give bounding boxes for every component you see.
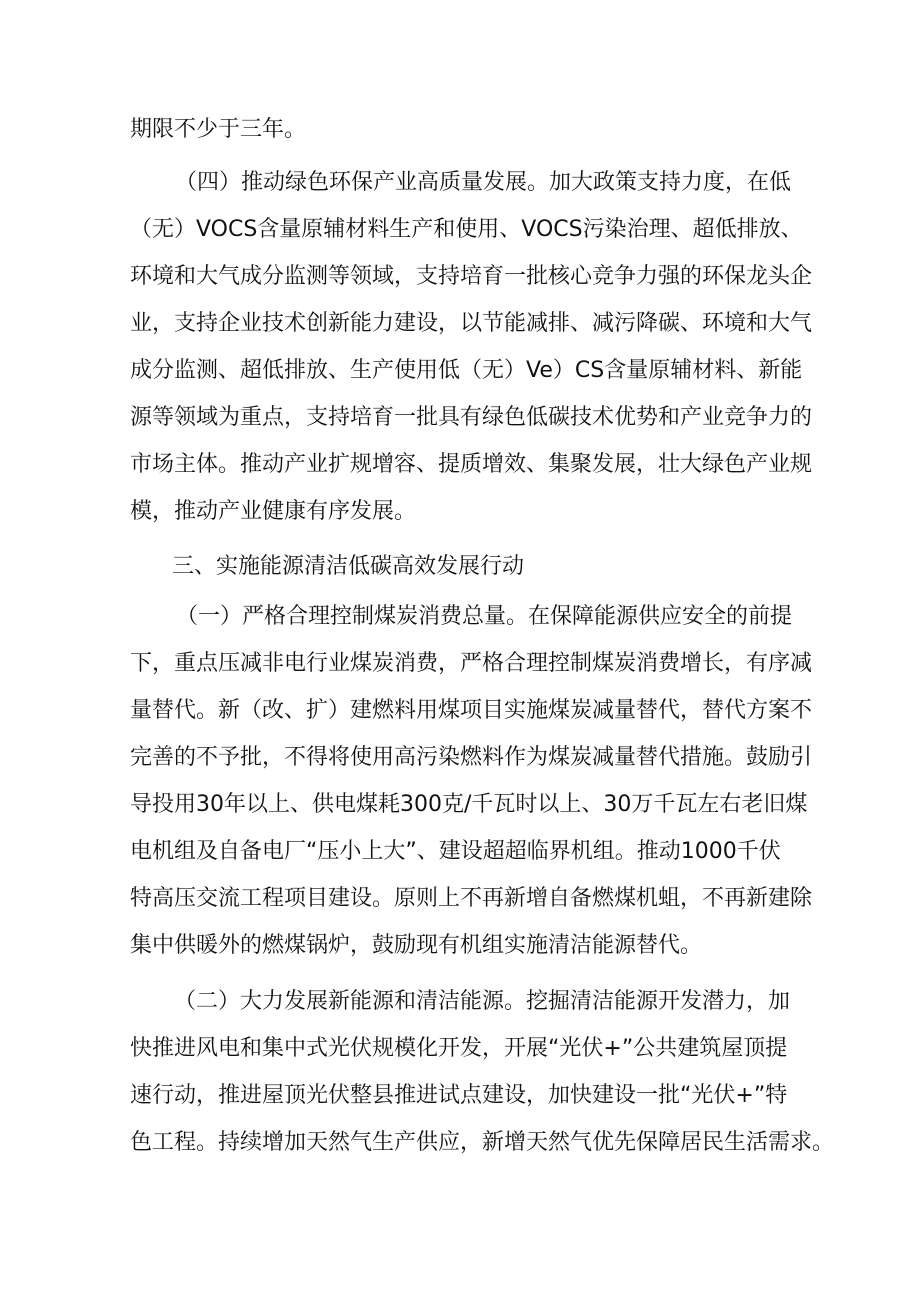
text-line: 源等领域为重点，支持培育一批具有绿色低碳技术优势和产业竞争力的 — [130, 405, 813, 430]
text-line: 成分监测、超低排放、生产使用低（无）Ve）CS含量原辅材料、新能 — [130, 358, 803, 383]
text-line: 电机组及自备电厂“压小上大”、建设超超临界机组。推动1000千伏 — [130, 839, 781, 864]
text-line: 量替代。新（改、扩）建燃料用煤项目实施煤炭减量替代，替代方案不 — [130, 698, 813, 723]
paragraph-heading-line: （二）大力发展新能源和清洁能源。挖掘清洁能源开发潜力，加 — [174, 989, 791, 1014]
text-line: 环境和大气成分监测等领域，支持培育一批核心竞争力强的环保龙头企 — [130, 264, 813, 289]
paragraph-heading-line: （四）推动绿色环保产业高质量发展。加大政策支持力度，在低 — [175, 170, 792, 195]
section-heading: 三、实施能源清洁低碳高效发展行动 — [172, 554, 525, 579]
text-line: 快推进风电和集中式光伏规模化开发，开展“光伏+”公共建筑屋顶提 — [130, 1036, 788, 1061]
text-line: 业，支持企业技术创新能力建设，以节能减排、减污降碳、环境和大气 — [130, 311, 813, 336]
text-line: （无）VOCS含量原辅材料生产和使用、VOCS污染治理、超低排放、 — [130, 217, 803, 242]
text-line: 市场主体。推动产业扩规增容、提质增效、集聚发展，壮大绿色产业规 — [130, 452, 813, 477]
paragraph-heading-line: （一）严格合理控制煤炭消费总量。在保障能源供应安全的前提 — [176, 604, 793, 629]
text-line: 下，重点压减非电行业煤炭消费，严格合理控制煤炭消费增长，有序减 — [130, 651, 813, 676]
text-line: 色工程。持续增加天然气生产供应，新增天然气优先保障居民生活需求。 — [130, 1130, 835, 1155]
text-line: 速行动，推进屋顶光伏整县推进试点建设，加快建设一批“光伏+”特 — [130, 1083, 788, 1108]
text-line: 完善的不予批，不得将使用高污染燃料作为煤炭减量替代措施。鼓励引 — [130, 745, 813, 770]
text-line: 期限不少于三年。 — [130, 117, 307, 142]
text-line: 导投用30年以上、供电煤耗300克/千瓦时以上、30万千瓦左右老旧煤 — [130, 792, 808, 817]
text-line: 集中供暖外的燃煤锅炉，鼓励现有机组实施清洁能源替代。 — [130, 933, 703, 958]
text-line: 模，推动产业健康有序发展。 — [130, 499, 417, 524]
text-line: 特高压交流工程项目建设。原则上不再新增自备燃煤机蛆，不再新建除 — [130, 886, 813, 911]
